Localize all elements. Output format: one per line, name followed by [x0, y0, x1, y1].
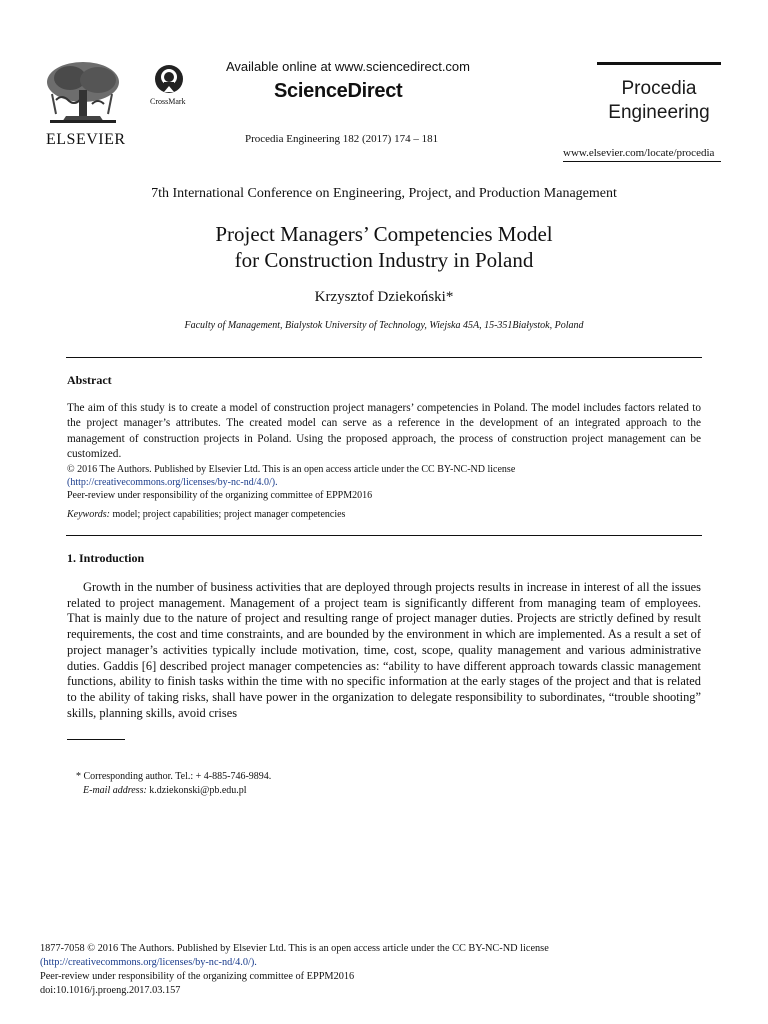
abstract-body: The aim of this study is to create a model of construction project managers’ competencies in Poland. The model includes factors related to the project manager’s attributes. The created model can serve as a reference in the development of an integrated approach to the management of construction projects in Poland. Using the proposed approach, the process of construction project management can be customized. [67, 402, 701, 460]
journal-reference: Procedia Engineering 182 (2017) 174 – 181 [245, 133, 439, 145]
crossmark-label: CrossMark [150, 97, 186, 106]
sciencedirect-logo[interactable]: ScienceDirect [274, 80, 403, 102]
author-name: Krzysztof Dziekoński* [314, 289, 454, 305]
journal-title-line2: Engineering [608, 102, 710, 123]
keywords: model; project capabilities; project manager competencies [109, 509, 346, 520]
footer-peer-review: Peer-review under responsibility of the organizing committee of EPPM2016 [40, 971, 355, 982]
corresponding-author-note: * Corresponding author. Tel.: + 4-885-746-9894. [76, 771, 272, 782]
keywords-line [67, 509, 345, 520]
footer-license-link[interactable]: (http://creativecommons.org/licenses/by-nc-nd/4.0/). [40, 957, 257, 968]
crossmark-icon[interactable] [154, 64, 184, 94]
introduction-body: Growth in the number of business activities that are deployed through projects results in increase in interest of all the issues related to project management. Management of a project team is significantly different from managing team of employees. That is mainly due to the nature of project and resulting range of project manager duties. Projects are strictly defined by result requirements, the cost and time constraints, and are bounded by the environment in which are implemented. As a result a set of project manager’s activities typically include motivation, time, cost, scope, quality management and various administrative duties. Gaddis [6] described project manager competencies as: “ability to have different approach towards classic management functions, ability to finish tasks within the time with no specific information at the early stages of the project and that is related to the ability of taking risks, shall have power in the organization to delegate responsibility to subordinates, “trouble shooting” skills, planning skills, avoid crises [67, 580, 701, 720]
journal-url[interactable]: www.elsevier.com/locate/procedia [563, 147, 715, 159]
affiliation: Faculty of Management, Bialystok University of Technology, Wiejska 45A, 15-351Białystok, Poland [184, 320, 584, 331]
journal-title [597, 77, 721, 125]
abstract-peer-review: Peer-review under responsibility of the organizing committee of EPPM2016 [67, 490, 373, 501]
journal-title-rule [597, 62, 721, 65]
divider-top [66, 357, 702, 358]
email-label: E-mail address: [83, 785, 147, 796]
keywords-label: Keywords: [67, 509, 110, 520]
footer-doi[interactable]: doi:10.1016/j.proeng.2017.03.157 [40, 985, 181, 996]
abstract-heading: Abstract [67, 373, 112, 387]
divider-bottom [66, 535, 702, 536]
article-title-line1: Project Managers’ Competencies Model [215, 222, 553, 246]
footnote-rule [67, 739, 125, 740]
available-online-text: Available online at www.sciencedirect.com [226, 59, 470, 74]
elsevier-tree-logo [42, 60, 124, 132]
email-address[interactable]: k.dziekonski@pb.edu.pl [146, 785, 247, 796]
conference-name: 7th International Conference on Engineering, Project, and Production Management [151, 186, 617, 201]
abstract-license-link[interactable]: (http://creativecommons.org/licenses/by-nc-nd/4.0/). [67, 477, 278, 488]
journal-url-rule [563, 161, 721, 162]
footer-issn-line: 1877-7058 © 2016 The Authors. Published by Elsevier Ltd. This is an open access article under the CC BY-NC-ND license [40, 943, 549, 954]
journal-title-line1: Procedia [621, 78, 697, 99]
publisher-name: ELSEVIER [46, 131, 126, 148]
abstract-copyright: © 2016 The Authors. Published by Elsevier Ltd. This is an open access article under the CC BY-NC-ND license [67, 464, 516, 475]
email-note [83, 785, 247, 796]
article-title-line2: for Construction Industry in Poland [234, 248, 534, 272]
article-title [0, 221, 768, 273]
introduction-heading: 1. Introduction [67, 551, 145, 565]
